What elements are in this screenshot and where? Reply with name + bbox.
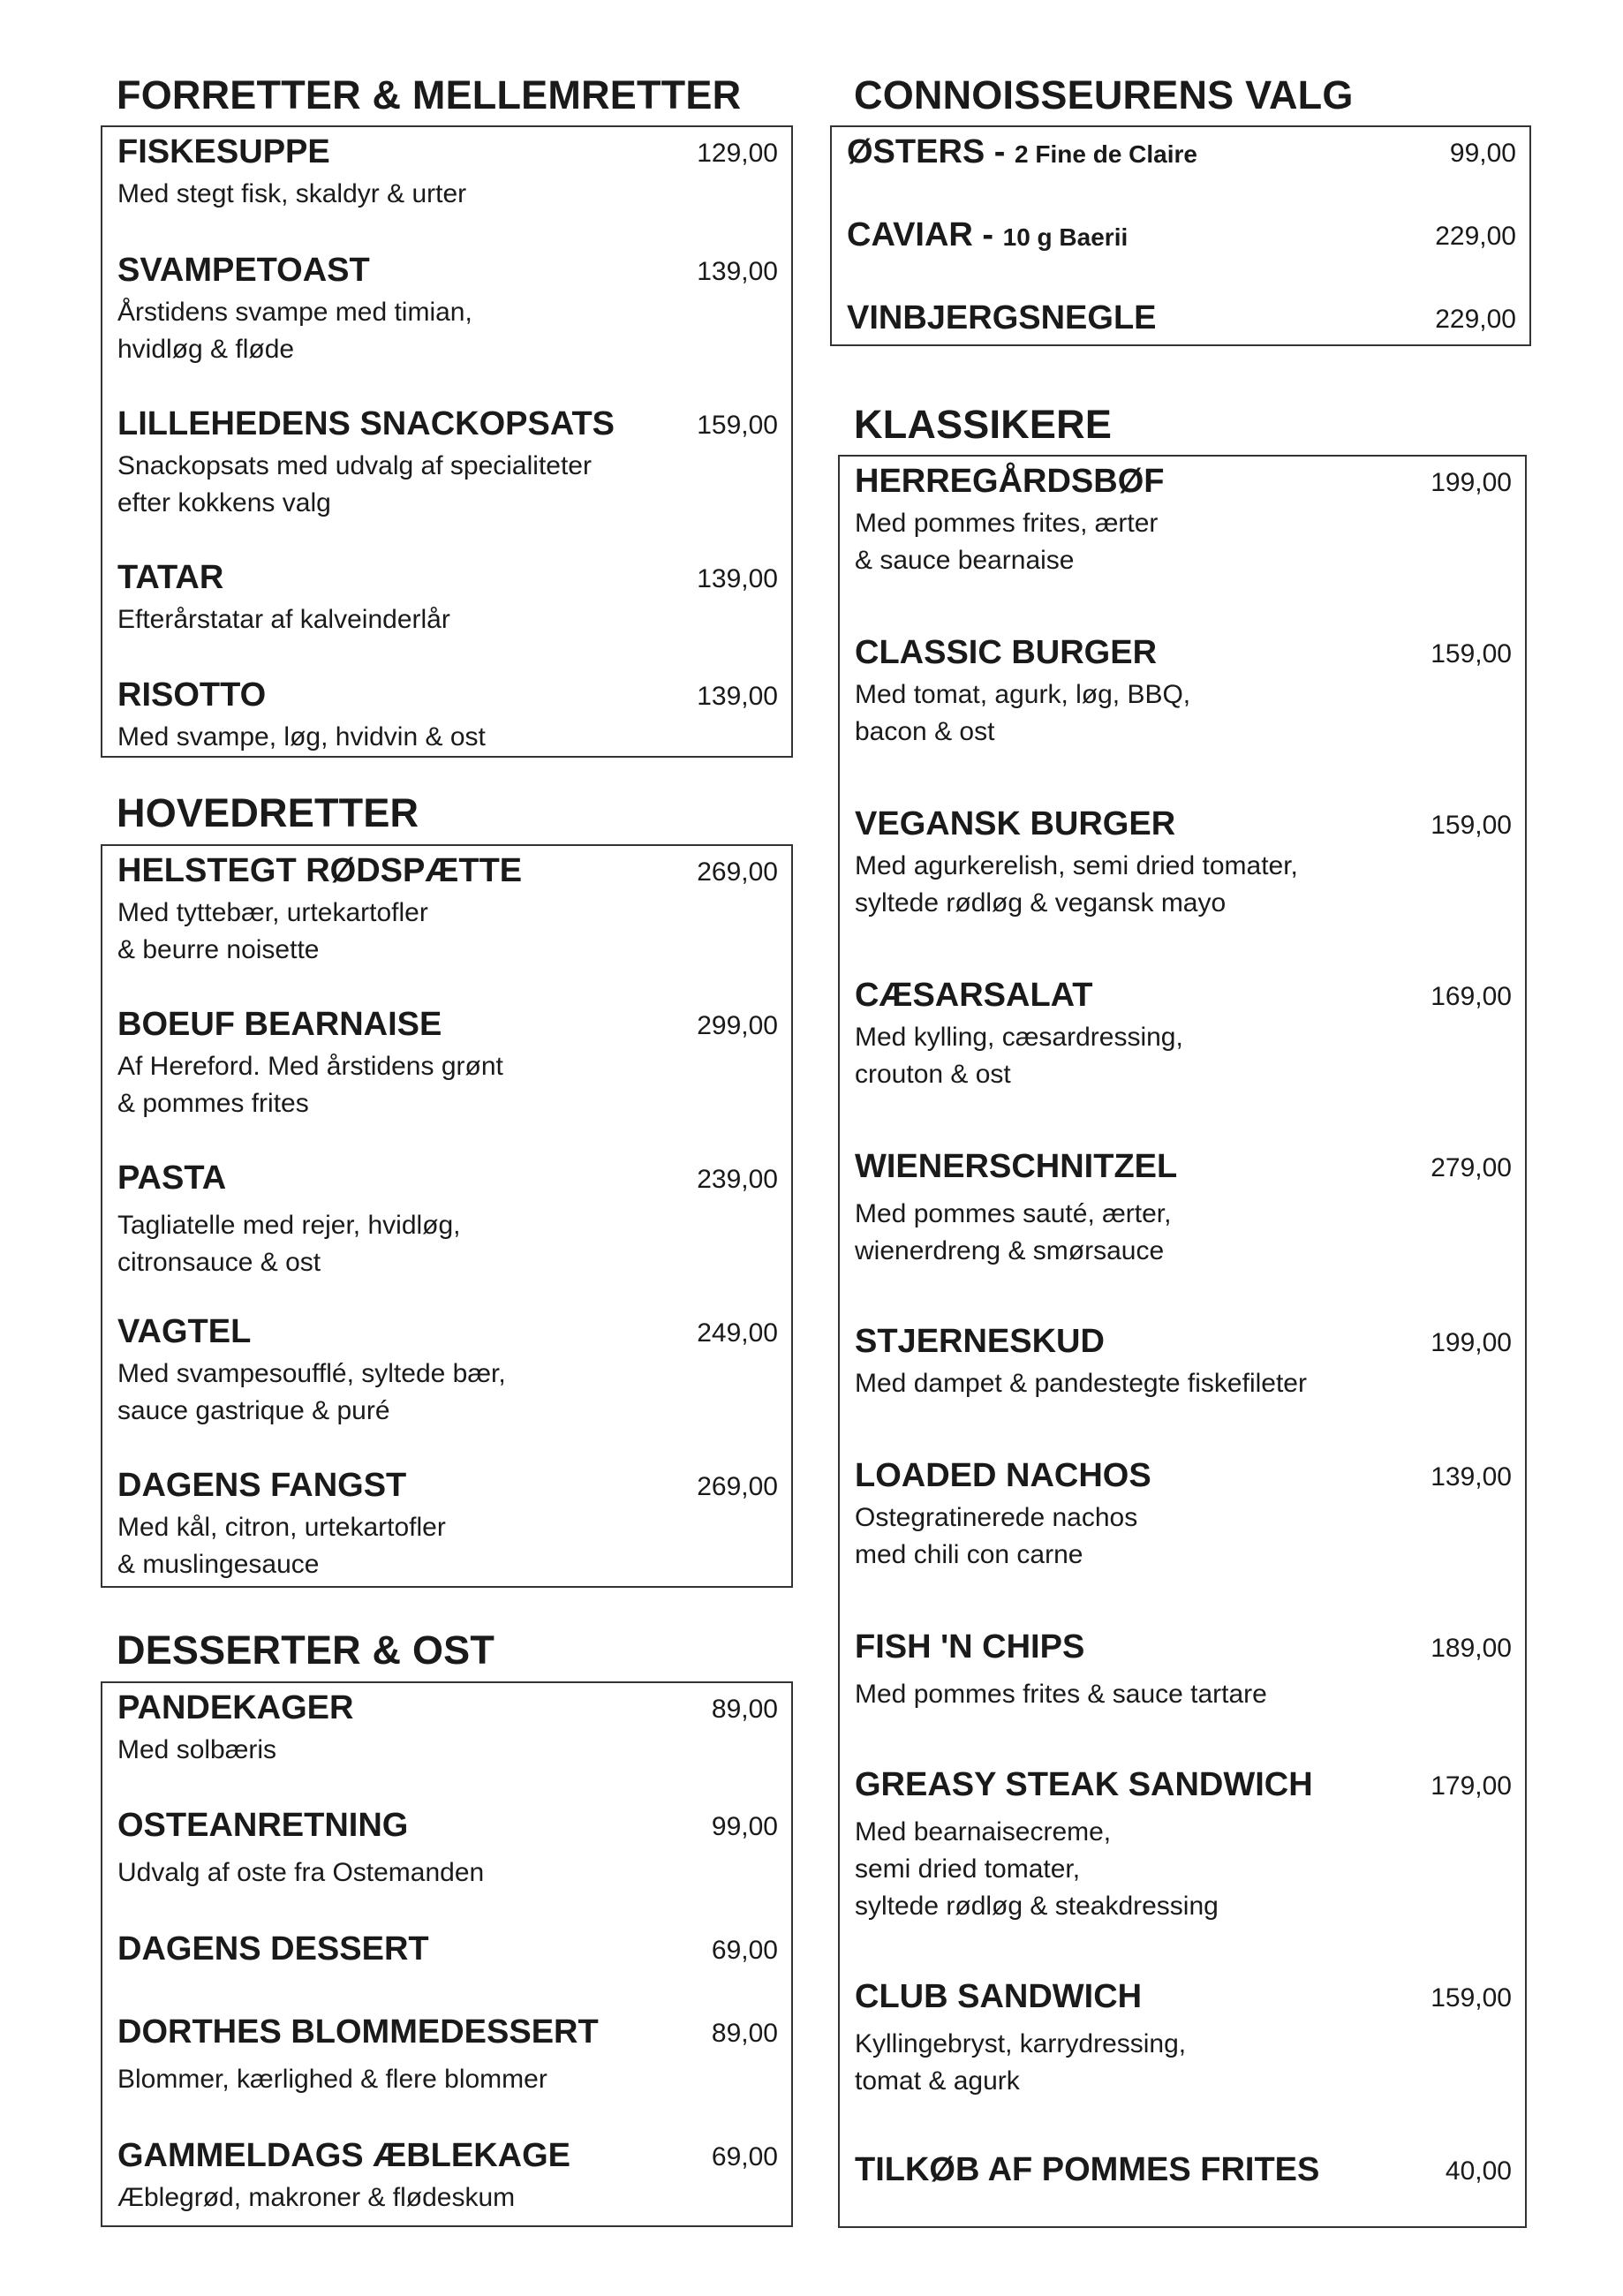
dish-price: 179,00 [1431, 1771, 1512, 1801]
dish-name: OSTEANRETNING [117, 1807, 409, 1844]
dish-price: 139,00 [1431, 1462, 1512, 1492]
dish-description: Med pommes frites & sauce tartare [855, 1680, 1267, 1709]
dish-description: Udvalg af oste fra Ostemanden [117, 1858, 485, 1887]
dish-name: CLASSIC BURGER [855, 634, 1158, 671]
dish-description: Med solbæris [117, 1735, 277, 1764]
dish-price: 299,00 [697, 1011, 778, 1040]
dish-description: Blommer, kærlighed & flere blommer [117, 2065, 547, 2094]
dish-description: Af Hereford. Med årstidens grønt & pommes frites [117, 1052, 503, 1118]
section-title-connoisseur: CONNOISSEURENS VALG [854, 72, 1354, 117]
dish-name: FISKESUPPE [117, 133, 330, 170]
dish-name: WIENERSCHNITZEL [855, 1148, 1178, 1185]
menu-box-hovedretter [101, 844, 793, 1588]
dish-description: Med tyttebær, urtekartofler & beurre noisette [117, 898, 428, 964]
dish-name: GREASY STEAK SANDWICH [855, 1766, 1313, 1803]
dish-price: 249,00 [697, 1318, 778, 1348]
dish-description: Årstidens svampe med timian, hvidløg & fløde [117, 298, 472, 364]
menu-box-forretter [101, 125, 793, 758]
dish-name: PANDEKAGER [117, 1689, 354, 1726]
dish-description: Med dampet & pandestegte fiskefileter [855, 1369, 1307, 1398]
dish-description: Med agurkerelish, semi dried tomater, syltede rødløg & vegansk mayo [855, 851, 1298, 918]
menu-box-desserter [101, 1681, 793, 2227]
dish-price: 139,00 [697, 257, 778, 286]
dish-price: 269,00 [697, 857, 778, 887]
dish-subtitle: 10 g Baerii [1002, 223, 1129, 251]
section-title-klassikere: KLASSIKERE [854, 402, 1113, 447]
dish-description: Med svampe, løg, hvidvin & ost [117, 722, 486, 751]
dish-description: Med bearnaisecreme, semi dried tomater, syltede rødløg & steakdressing [855, 1817, 1219, 1921]
dish-description: Med kål, citron, urtekartofler & muslingesauce [117, 1513, 446, 1579]
dish-name: CAVIAR - 10 g Baerii [847, 216, 1129, 253]
menu-box-klassikere [838, 455, 1527, 2228]
dish-description: Efterårstatar af kalveinderlår [117, 605, 450, 634]
dish-price: 139,00 [697, 564, 778, 593]
dish-price: 99,00 [1449, 139, 1516, 168]
dish-name: DAGENS FANGST [117, 1467, 407, 1504]
dish-price: 269,00 [697, 1472, 778, 1501]
dish-name: RISOTTO [117, 676, 267, 714]
dish-price: 239,00 [697, 1165, 778, 1194]
dish-description: Ostegratinerede nachos med chili con carne [855, 1503, 1138, 1569]
dish-name: TATAR [117, 559, 224, 596]
section-title-hovedretter: HOVEDRETTER [117, 790, 419, 835]
dish-price: 129,00 [697, 139, 778, 168]
dish-name: CLUB SANDWICH [855, 1978, 1143, 2015]
dish-price: 279,00 [1431, 1153, 1512, 1182]
dish-name: LILLEHEDENS SNACKOPSATS [117, 405, 615, 442]
dish-price: 89,00 [711, 2019, 778, 2048]
dish-price: 159,00 [697, 411, 778, 440]
dish-price: 69,00 [711, 1936, 778, 1965]
dish-description: Med kylling, cæsardressing, crouton & ost [855, 1023, 1183, 1089]
dish-name: CÆSARSALAT [855, 977, 1093, 1014]
dish-description: Snackopsats med udvalg af specialiteter efter kokkens valg [117, 451, 592, 517]
menu-box-connoisseur [830, 125, 1531, 346]
dish-description: Med pommes sauté, ærter, wienerdreng & smørsauce [855, 1199, 1172, 1265]
dish-name: VAGTEL [117, 1313, 252, 1350]
dish-price: 159,00 [1431, 639, 1512, 668]
dish-name: HELSTEGT RØDSPÆTTE [117, 852, 523, 889]
dish-name: DAGENS DESSERT [117, 1930, 429, 1967]
dish-description: Med stegt fisk, skaldyr & urter [117, 179, 467, 208]
dish-description: Tagliatelle med rejer, hvidløg, citronsauce & ost [117, 1211, 461, 1277]
dish-name: ØSTERS - 2 Fine de Claire [847, 133, 1197, 170]
dish-price: 199,00 [1431, 468, 1512, 497]
dish-name: DORTHES BLOMMEDESSERT [117, 2013, 599, 2051]
dish-name: VEGANSK BURGER [855, 805, 1176, 842]
dish-price: 159,00 [1431, 1983, 1512, 2013]
dish-price: 40,00 [1445, 2156, 1512, 2186]
dish-price: 89,00 [711, 1695, 778, 1724]
dish-subtitle: 2 Fine de Claire [1015, 140, 1197, 168]
section-title-forretter: FORRETTER & MELLEMRETTER [117, 72, 742, 117]
dish-price: 69,00 [711, 2142, 778, 2171]
dish-name: PASTA [117, 1159, 227, 1197]
dish-name: GAMMELDAGS ÆBLEKAGE [117, 2137, 570, 2174]
dish-name: VINBJERGSNEGLE [847, 299, 1157, 336]
dish-description: Med pommes frites, ærter & sauce bearnaise [855, 509, 1159, 575]
dish-name: BOEUF BEARNAISE [117, 1006, 442, 1043]
dish-name: HERREGÅRDSBØF [855, 463, 1165, 500]
dish-price: 229,00 [1435, 222, 1516, 251]
dish-name: LOADED NACHOS [855, 1457, 1151, 1494]
dish-price: 189,00 [1431, 1634, 1512, 1663]
dish-price: 159,00 [1431, 811, 1512, 840]
section-title-desserter: DESSERTER & OST [117, 1628, 495, 1673]
dish-description: Med svampesoufflé, syltede bær, sauce gastrique & puré [117, 1359, 506, 1425]
dish-name: SVAMPETOAST [117, 252, 370, 289]
dish-price: 229,00 [1435, 305, 1516, 334]
dish-name: FISH 'N CHIPS [855, 1628, 1085, 1665]
dish-price: 99,00 [711, 1812, 778, 1841]
dish-description: Kyllingebryst, karrydressing, tomat & agurk [855, 2029, 1187, 2096]
dish-name: TILKØB AF POMMES FRITES [855, 2151, 1320, 2188]
dish-price: 139,00 [697, 682, 778, 711]
dish-price: 169,00 [1431, 982, 1512, 1011]
dish-price: 199,00 [1431, 1328, 1512, 1357]
dish-description: Med tomat, agurk, løg, BBQ, bacon & ost [855, 680, 1191, 746]
dish-name: STJERNESKUD [855, 1323, 1105, 1360]
dish-description: Æblegrød, makroner & flødeskum [117, 2183, 516, 2212]
